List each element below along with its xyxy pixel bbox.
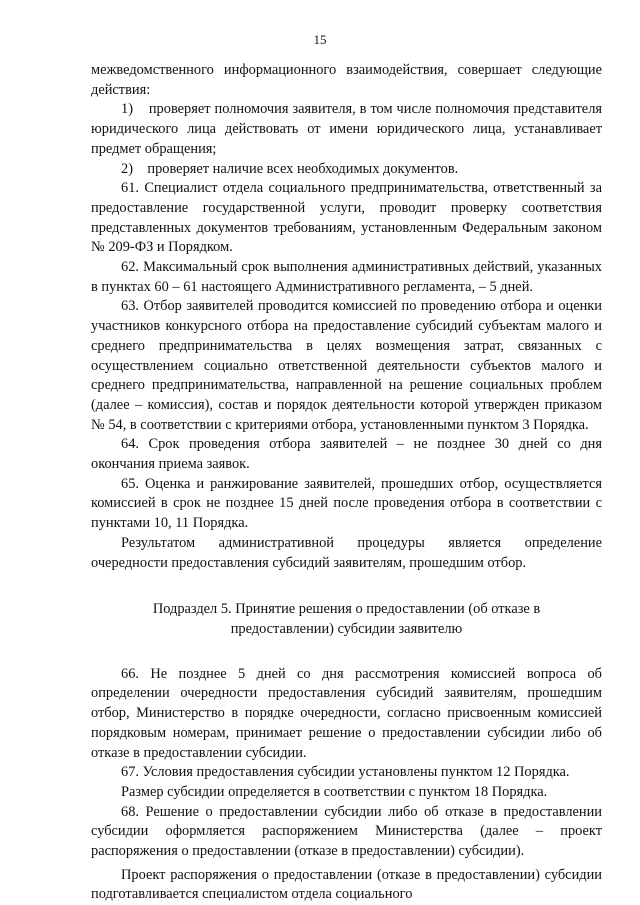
paragraph-subsidy-size: Размер субсидии определяется в соответствии с пунктом 18 Порядка. xyxy=(121,783,548,800)
paragraph-68: 68. Решение о предоставлении субсидии либо об отказе в предоставлении субсидии оформляется распоряжением Министерства (далее – проект распоряжения о предоставлении (отказе в предоставлении) субсидии). xyxy=(91,803,602,860)
paragraph-continuation: межведомственного информационного взаимодействия, совершает следующие действия: xyxy=(91,62,602,98)
page-number: 15 xyxy=(313,32,327,47)
list-item-2: 2) проверяет наличие всех необходимых документов. xyxy=(121,160,459,177)
paragraph-66: 66. Не позднее 5 дней со дня рассмотрения комиссией вопроса об определении очередности предоставления субсидий заявителям, прошедшим отбор, Министерство в порядке очередности, согласно присвоенным комиссией порядковым номерам, принимает решение о предоставлении субсидии либо об отказе в предоставлении субсидии. xyxy=(91,665,602,761)
paragraph-67: 67. Условия предоставления субсидии установлены пунктом 12 Порядка. xyxy=(121,764,570,781)
document-body xyxy=(91,61,602,905)
section-heading: Подраздел 5. Принятие решения о предоставлении (об отказе в предоставлении) субсидии заявителю xyxy=(152,601,541,637)
paragraph-result: Результатом административной процедуры является определение очередности предоставления субсидий заявителям, прошедшим отбор. xyxy=(91,534,602,571)
paragraph-draft-order: Проект распоряжения о предоставлении (отказе в предоставлении) субсидии подготавливается специалистом отдела социального xyxy=(91,866,602,903)
paragraph-65: 65. Оценка и ранжирование заявителей, прошедших отбор, осуществляется комиссией в срок не позднее 15 дней после проведения отбора в соответствии с пунктами 10, 11 Порядка. xyxy=(91,475,602,532)
paragraph-62: 62. Максимальный срок выполнения административных действий, указанных в пунктах 60 – 61 настоящего Административного регламента, – 5 дней. xyxy=(91,259,602,295)
paragraph-63: 63. Отбор заявителей проводится комиссией по проведению отбора и оценки участников конкурсного отбора на предоставление субсидий субъектам малого и среднего предпринимательства в целях возмещения затрат, связанных с осуществлением социально ответственной деятельности субъектов малого и среднего предпринимательства, направленной на решение социальных проблем (далее – комиссия), состав и порядок деятельности которой утвержден приказом № 54, в соответствии с критериями отбора, установленными пунктом 3 Порядка. xyxy=(91,298,602,433)
list-item-1: 1) проверяет полномочия заявителя, в том числе полномочия представителя юридического лица действовать от имени юридического лица, устанавливает предмет обращения; xyxy=(91,101,602,157)
paragraph-61: 61. Специалист отдела социального предпринимательства, ответственный за предоставление государственной услуги, проводит проверку соответствия представленных документов требованиям, установленным Федеральным законом № 209-ФЗ и Порядком. xyxy=(91,180,602,256)
paragraph-64: 64. Срок проведения отбора заявителей – не позднее 30 дней со дня окончания приема заявок. xyxy=(91,436,602,473)
